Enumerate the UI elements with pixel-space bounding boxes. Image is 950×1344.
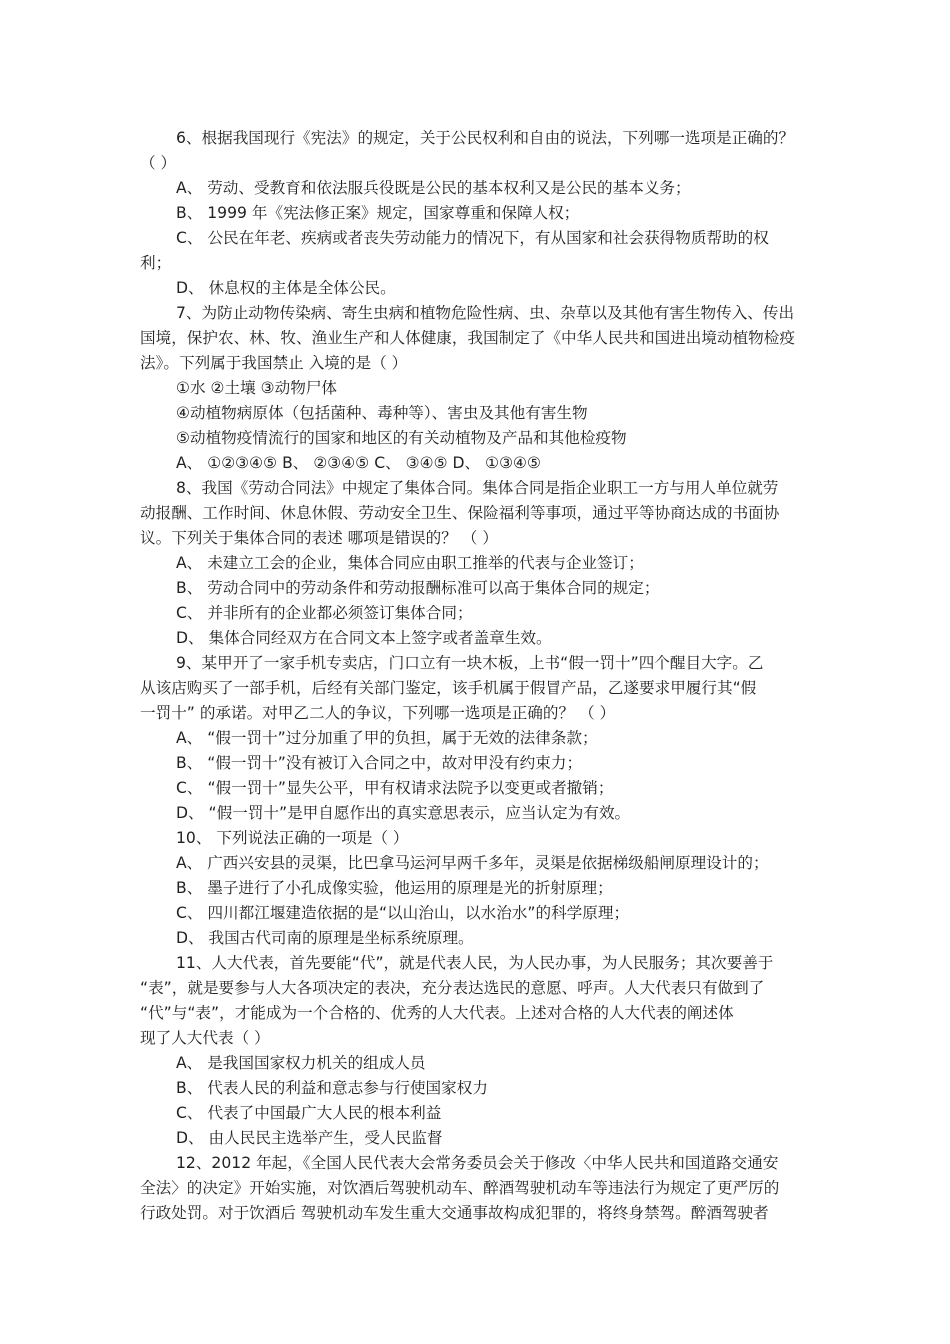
text-line: 8、我国《劳动合同法》中规定了集体合同。集体合同是指企业职工一方与用人单位就劳 — [176, 479, 779, 497]
text-line: 从该店购买了一部手机，后经有关部门鉴定，该手机属于假冒产品，乙遂要求甲履行其“假 — [140, 679, 757, 697]
text-line: C、 并非所有的企业都必须签订集体合同； — [176, 604, 473, 622]
text-line: A、 ①②③④⑤ B、 ②③④⑤ C、 ③④⑤ D、 ①③④⑤ — [176, 454, 542, 472]
text-line: A、 劳动、受教育和依法服兵役既是公民的基本权利又是公民的基本义务； — [176, 179, 691, 197]
text-line: D、 由人民民主选举产生，受人民监督 — [176, 1129, 443, 1147]
text-line: C、 代表了中国最广大人民的根本利益 — [176, 1104, 442, 1122]
text-line: D、 集体合同经双方在合同文本上签字或者盖章生效。 — [176, 629, 552, 647]
text-line: 11、人大代表，首先要能“代”，就是代表人民，为人民办事，为人民服务；其次要善于 — [176, 954, 774, 972]
text-line: A、 是我国国家权力机关的组成人员 — [176, 1054, 426, 1072]
text-line: ④动植物病原体（包括菌种、毒种等）、害虫及其他有害生物 — [176, 404, 588, 422]
text-line: 议。下列关于集体合同的表述 哪项是错误的？ （ ） — [140, 529, 498, 547]
text-line: C、 公民在年老、疾病或者丧失劳动能力的情况下，有从国家和社会获得物质帮助的权 — [176, 229, 769, 247]
text-line: 利； — [140, 254, 172, 272]
text-line: B、 1999 年《宪法修正案》规定，国家尊重和保障人权； — [176, 204, 580, 222]
text-line: C、 四川都江堰建造依据的是“以山治山，以水治水”的科学原理； — [176, 904, 630, 922]
text-line: D、 “假一罚十”是甲自愿作出的真实意思表示，应当认定为有效。 — [176, 804, 631, 822]
text-line: 法》。下列属于我国禁止 入境的是（ ） — [140, 354, 408, 372]
text-line: “代”与“表”，才能成为一个合格的、优秀的人大代表。上述对合格的人大代表的阐述体 — [140, 1004, 734, 1022]
text-line: ⑤动植物疫情流行的国家和地区的有关动植物及产品和其他检疫物 — [176, 429, 627, 447]
text-line: 国境，保护农、林、牧、渔业生产和人体健康，我国制定了《中华人民共和国进出境动植物检疫 — [140, 329, 795, 347]
text-line: D、 休息权的主体是全体公民。 — [176, 279, 396, 297]
text-line: B、 “假一罚十”没有被订入合同之中，故对甲没有约束力； — [176, 754, 583, 772]
text-line: A、 广西兴安县的灵渠，比巴拿马运河早两千多年，灵渠是依据梯级船闸原理设计的； — [176, 854, 769, 872]
text-line: ①水 ②土壤 ③动物尸体 — [176, 379, 338, 397]
text-line: 12、2012 年起，《全国人民代表大会常务委员会关于修改〈中华人民共和国道路交通安 — [176, 1154, 779, 1172]
text-line: A、 未建立工会的企业，集体合同应由职工推举的代表与企业签订； — [176, 554, 644, 572]
text-line: “表”，就是要参与人大各项决定的表决，充分表达选民的意愿、呼声。人大代表只有做到了 — [140, 979, 765, 997]
text-line: 现了人大代表（ ） — [140, 1029, 270, 1047]
text-line: 动报酬、工作时间、休息休假、劳动安全卫生、保险福利等事项，通过平等协商达成的书面协 — [140, 504, 780, 522]
text-line: 7、为防止动物传染病、寄生虫病和植物危险性病、虫、杂草以及其他有害生物传入、传出 — [176, 304, 795, 322]
text-line: 一罚十” 的承诺。对甲乙二人的争议，下列哪一选项是正确的？ （ ） — [140, 704, 616, 722]
text-line: （ ） — [140, 154, 177, 172]
text-line: D、 我国古代司南的原理是坐标系统原理。 — [176, 929, 474, 947]
text-line: 10、 下列说法正确的一项是（ ） — [176, 829, 409, 847]
text-line: 6、根据我国现行《宪法》的规定，关于公民权利和自由的说法，下列哪一选项是正确的？ — [176, 129, 795, 147]
text-line: 全法〉的决定》开始实施，对饮酒后驾驶机动车、醉酒驾驶机动车等违法行为规定了更严厉的 — [140, 1179, 780, 1197]
text-line: B、 劳动合同中的劳动条件和劳动报酬标准可以高于集体合同的规定； — [176, 579, 660, 597]
text-line: C、 “假一罚十”显失公平，甲有权请求法院予以变更或者撤销； — [176, 779, 614, 797]
text-line: 9、某甲开了一家手机专卖店，门口立有一块木板，上书“假一罚十”四个醒目大字。乙 — [176, 654, 764, 672]
text-line: B、 代表人民的利益和意志参与行使国家权力 — [176, 1079, 488, 1097]
text-line: B、 墨子进行了小孔成像实验，他运用的原理是光的折射原理； — [176, 879, 613, 897]
document-page — [140, 126, 812, 1226]
text-line: 行政处罚。对于饮酒后 驾驶机动车发生重大交通事故构成犯罪的，将终身禁驾。醉酒驾驶者 — [140, 1204, 769, 1222]
text-line: A、 “假一罚十”过分加重了甲的负担，属于无效的法律条款； — [176, 729, 598, 747]
